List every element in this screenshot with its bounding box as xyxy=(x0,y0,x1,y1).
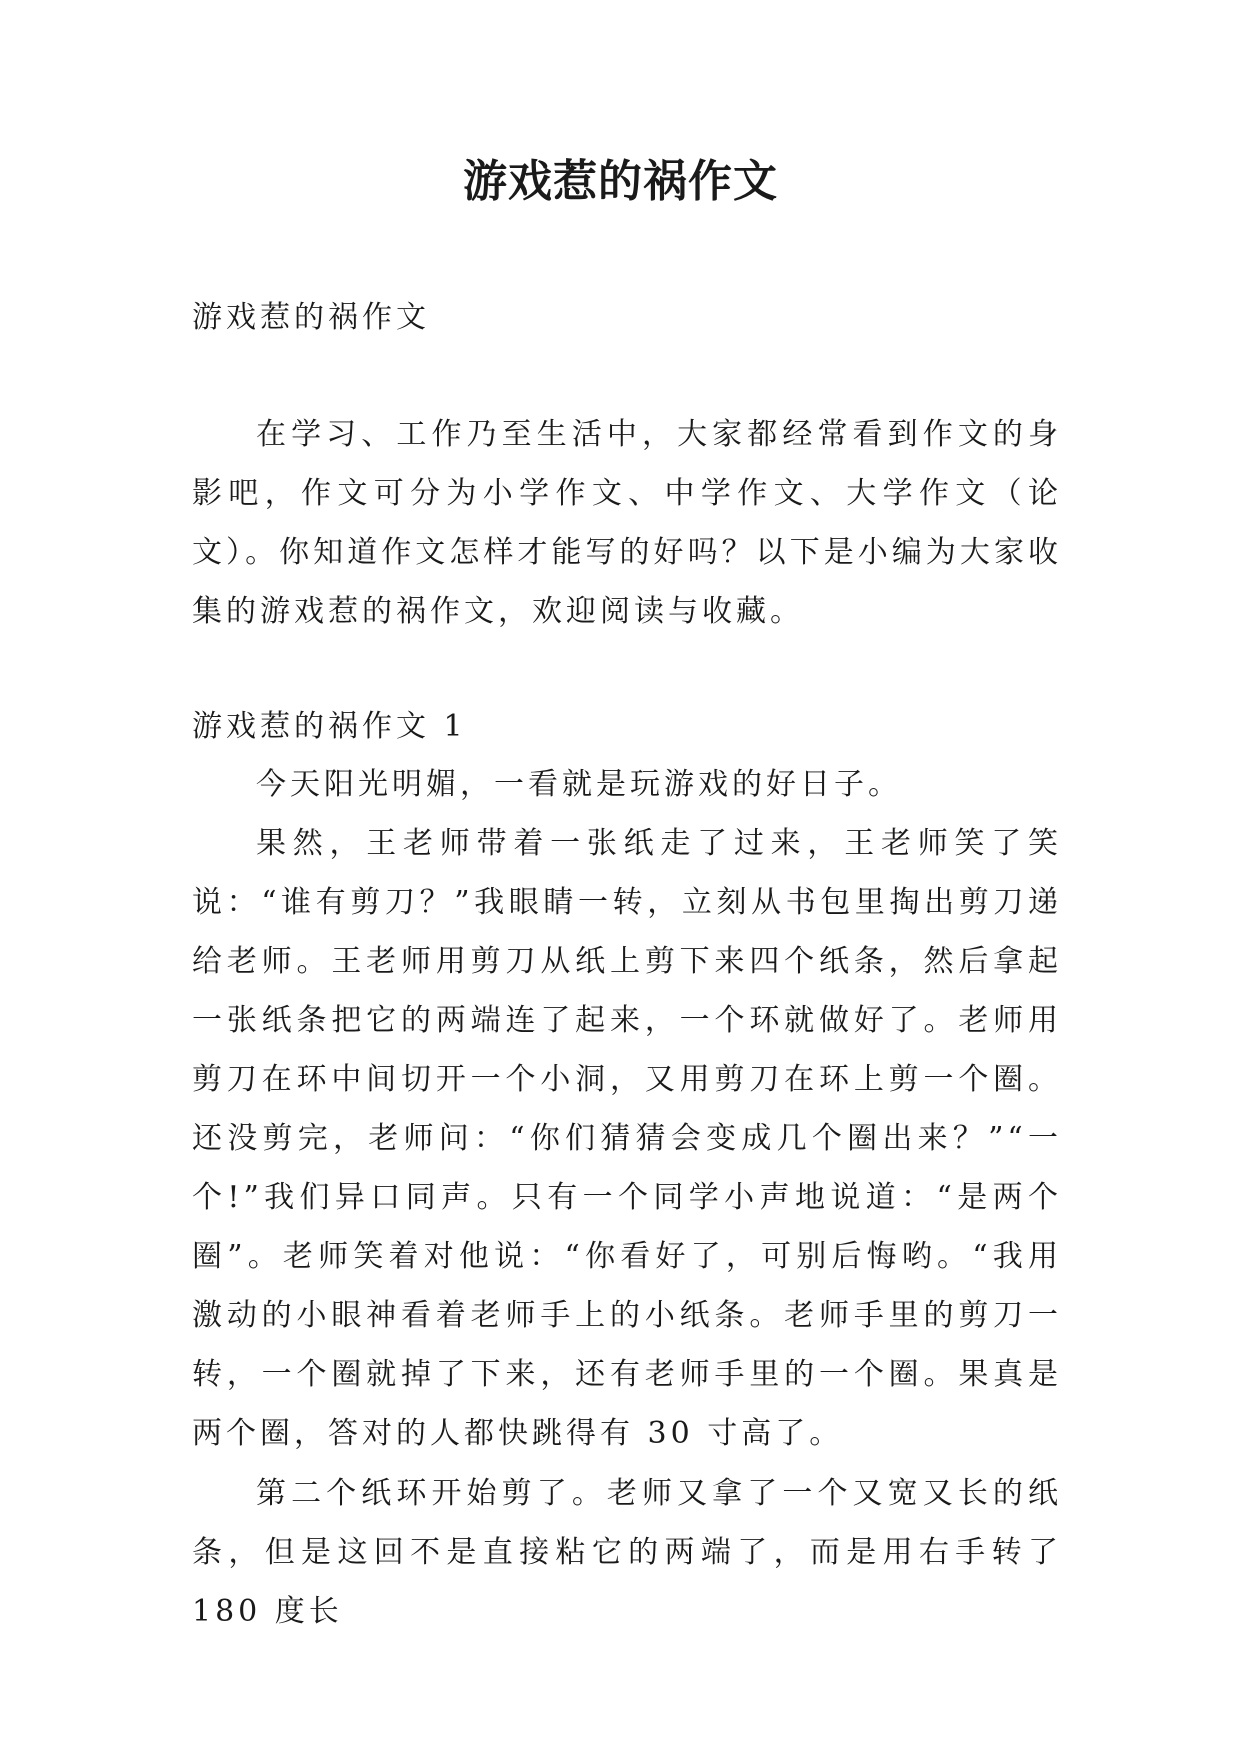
section-heading: 游戏惹的祸作文 1 xyxy=(192,709,467,744)
document-title: 游戏惹的祸作文 xyxy=(463,156,778,207)
paragraph-3: 第二个纸环开始剪了。老师又拿了一个又宽又长的纸条，但是这回不是直接粘它的两端了，而是用右手转了 180 度长 xyxy=(192,1476,1062,1629)
document-subtitle: 游戏惹的祸作文 xyxy=(192,300,430,335)
paragraph-1: 今天阳光明媚，一看就是玩游戏的好日子。 xyxy=(256,767,902,802)
paragraph-2: 果然，王老师带着一张纸走了过来，王老师笑了笑说：“谁有剪刀？”我眼睛一转，立刻从书包里掏出剪刀递给老师。王老师用剪刀从纸上剪下来四个纸条，然后拿起一张纸条把它的两端连了起来，一个环就做好了。老师用剪刀在环中间切开一个小洞，又用剪刀在环上剪一个圈。还没剪完，老师问：“你们猜猜会变成几个圈出来？”“一个!”我们异口同声。只有一个同学小声地说道：“是两个圈”。老师笑着对他说：“你看好了，可别后悔哟。“我用激动的小眼神看着老师手上的小纸条。老师手里的剪刀一转，一个圈就掉了下来，还有老师手里的一个圈。果真是两个圈，答对的人都快跳得有 30 寸高了。 xyxy=(192,826,1062,1451)
intro-paragraph: 在学习、工作乃至生活中，大家都经常看到作文的身影吧，作文可分为小学作文、中学作文、大学作文（论文）。你知道作文怎样才能写的好吗？以下是小编为大家收集的游戏惹的祸作文，欢迎阅读与收藏。 xyxy=(192,417,1062,629)
